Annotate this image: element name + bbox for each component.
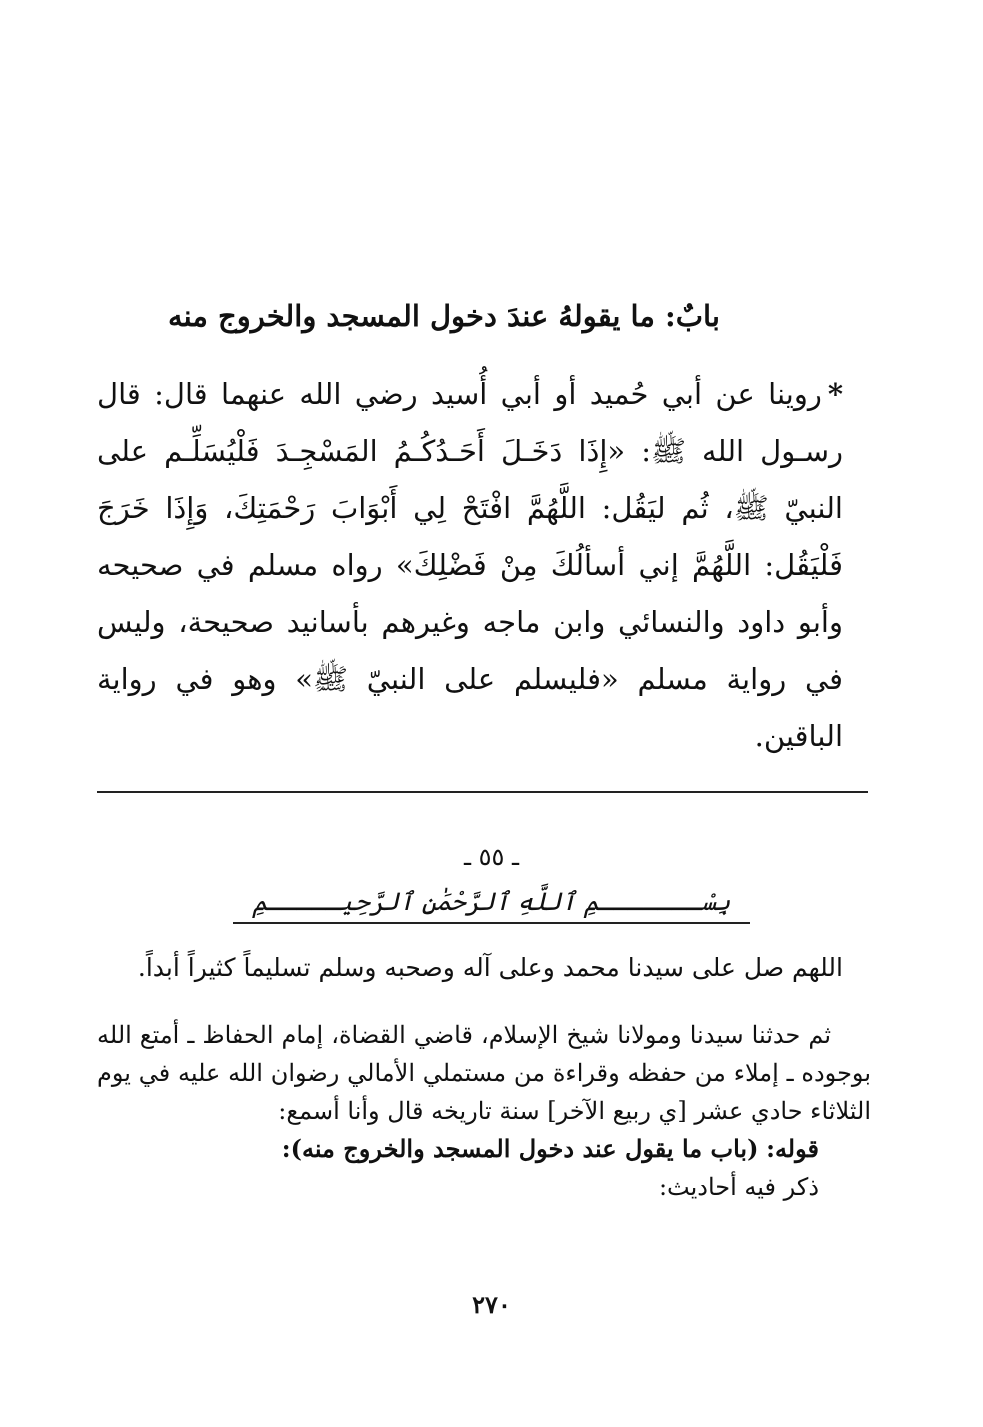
qawluhu-label: قوله:	[766, 1134, 819, 1163]
basmala-text: بِسْـــــــمِ ٱللَّهِ ٱلرَّحْمَٰنِ ٱلرَّحِيـــــمِ	[233, 884, 751, 924]
basmala	[0, 884, 983, 924]
qawluhu-text: (باب ما يقول عند دخول المسجد والخروج منه):	[281, 1134, 759, 1163]
commentary-paragraph: ثم حدثنا سيدنا ومولانا شيخ الإسلام، قاضي القضاة، إمام الحفاظ ـ أمتع الله بوجوده ـ إملاء من حفظه وقراءة من مستملي الأمالي رضوان الله عليه في يوم الثلاثاء حادي عشر [ي ربيع الآخر] سنة تاريخه قال وأنا أسمع:	[97, 1021, 871, 1125]
commentary-number: ـ ٥٥ ـ	[463, 843, 520, 871]
hadith-paragraph	[97, 366, 843, 765]
commentary-text-block	[97, 1016, 871, 1206]
hadith-text: روينا عن أبي حُميد أو أبي أُسيد رضي الله عنهما قال: قال رسـول الله ﷺ: «إِذَا دَخَـلَ أَحَـدُكُـمُ المَسْجِـدَ فَلْيُسَلِّـم على النبيّ ﷺ، ثُم ليَقُل: اللَّهُمَّ افْتَحْ لِي أَبْوَابَ رَحْمَتِكَ، وَإِذَا خَرَجَ فَلْيَقُل: اللَّهُمَّ إني أسألُكَ مِنْ فَضْلِكَ» رواه مسلم في صحيحه وأبو داود والنسائي وابن ماجه وغيرهم بأسانيد صحيحة، وليس في رواية مسلم «فليسلم على النبيّ ﷺ» وهو في رواية الباقين.	[97, 377, 843, 753]
asterisk-icon: *	[827, 377, 843, 411]
footnote-divider	[97, 791, 868, 793]
hadith-text-block	[97, 366, 843, 765]
salawat-line: اللهم صل على سيدنا محمد وعلى آله وصحبه وسلم تسليماً كثيراً أبداً.	[137, 953, 843, 982]
chapter-title: بابٌ: ما يقولهُ عندَ دخول المسجد والخروج منه	[168, 299, 720, 333]
dhikr-line: ذكر فيه أحاديث:	[658, 1173, 819, 1201]
page-number: ٢٧٠	[472, 1290, 511, 1319]
qawluhu-line	[97, 1130, 871, 1168]
